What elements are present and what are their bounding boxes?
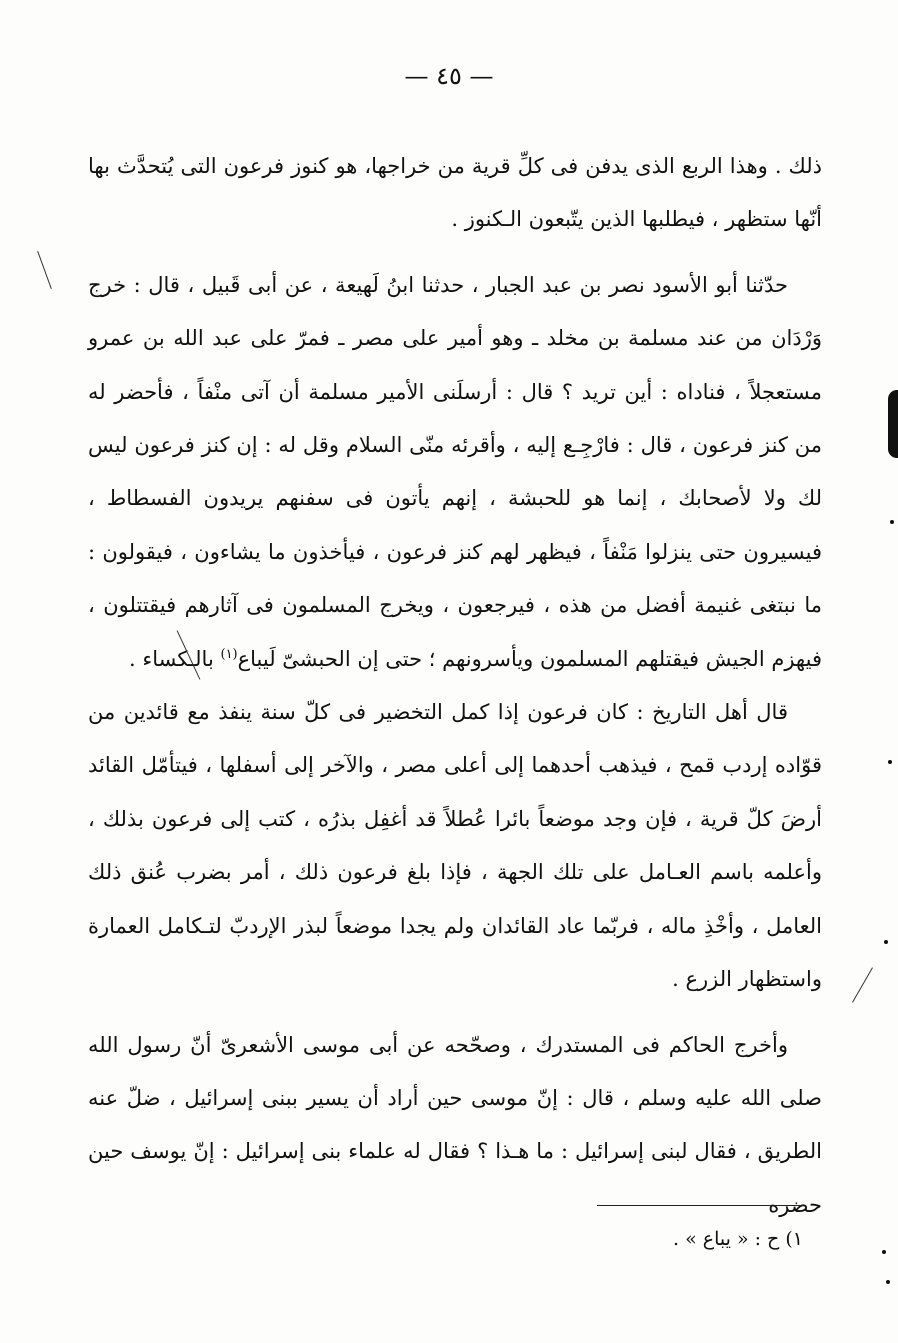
binding-shadow-mark xyxy=(888,390,898,458)
paragraph-4: وأخرج الحاكم فى المستدرك ، وصحّحه عن أبى موسى الأشعرىّ أنّ رسول الله صلى الله عليه وسلم ، قال : إنّ موسى حين أراد أن يسير ببنى إسرائيل ، ضلّ عنه الطريق ، فقال لبنى إسرائيل : ما هـذا ؟ فقال له علماء بنى إسرائيل : إنّ يوسف حين حضره xyxy=(88,1032,822,1217)
scan-speck xyxy=(884,940,888,944)
pencil-stroke xyxy=(852,967,873,1002)
page-number: — ٤٥ — xyxy=(404,62,494,90)
body-text xyxy=(88,140,822,1232)
footnote: ١) ح : « يباع » . xyxy=(673,1228,803,1250)
footnote-marker: (١) xyxy=(220,646,238,662)
pencil-stroke xyxy=(37,251,52,289)
paragraph-2-tail: بالـكساء . xyxy=(129,646,221,671)
paragraph-2 xyxy=(88,259,822,686)
scan-speck xyxy=(882,1250,886,1254)
footnote-divider xyxy=(597,1205,803,1206)
paragraph-1: ذلك . وهذا الربع الذى يدفن فى كلِّ قرية من خراجها، هو كنوز فرعون التى يُتحدَّث بها أنّها ستظهر ، فيطلبها الذين يتّبعون الـكنوز . xyxy=(88,154,822,232)
paragraph-3: قال أهل التاريخ : كان فرعون إذا كمل التخضير فى كلّ سنة ينفذ مع قائدين من قوّاده إردب قمح ، فيذهب أحدهما إلى أعلى مصر ، والآخر إلى أسفلها ، فيتأمّل القائد أرضَ كلّ قرية ، فإن وجد موضعاً بائرا عُطلاً قد أغفِل بذرُه ، كتب إلى فرعون بذلك ، وأعلمه باسم العـامل على تلك الجهة ، فإذا بلغ فرعون ذلك ، أمر بضرب عُنق ذلك العامل ، وأخْذِ ماله ، فربّما عاد القائدان ولم يجدا موضعاً لبذر الإردبّ لتـكامل العمارة واستظهار الزرع . xyxy=(88,700,822,992)
paragraph-2-text: حدّثنا أبو الأسود نصر بن عبد الجبار ، حدثنا ابنُ لَهيعة ، عن أبى قَبيل ، قال : خرج وَرْدَان من عند مسلمة بن مخلد ـ وهو أمير على مصر ـ فمرّ على عبد الله بن عمرو مستعجلاً ، فناداه : أين تريد ؟ قال : أرسلَنى الأمير مسلمة أن آتى منْفاً ، فأحضر له من كنز فرعون ، قال : فارْجِـع إليه ، وأقرئه منّى السلام وقل له : إن كنز فرعون ليس لك ولا لأصحابك ، إنما هو للحبشة ، إنهم يأتون فى سفنهم يريدون الفسطاط ، فيسيرون حتى ينزلوا مَنْفاً ، فيظهر لهم كنز فرعون ، فيأخذون ما يشاءون ، فيقولون : ما نبتغى غنيمة أفضل من هذه ، فيرجعون ، ويخرج المسلمون فى آثارهم فيقتتلون ، فيهزم الجيش فيقتلهم المسلمون ويأسرونهم ؛ حتى إن الحبشىّ لَيباع xyxy=(88,272,822,671)
scan-speck xyxy=(888,760,892,764)
scan-speck xyxy=(890,520,894,524)
scan-speck xyxy=(886,1280,890,1284)
